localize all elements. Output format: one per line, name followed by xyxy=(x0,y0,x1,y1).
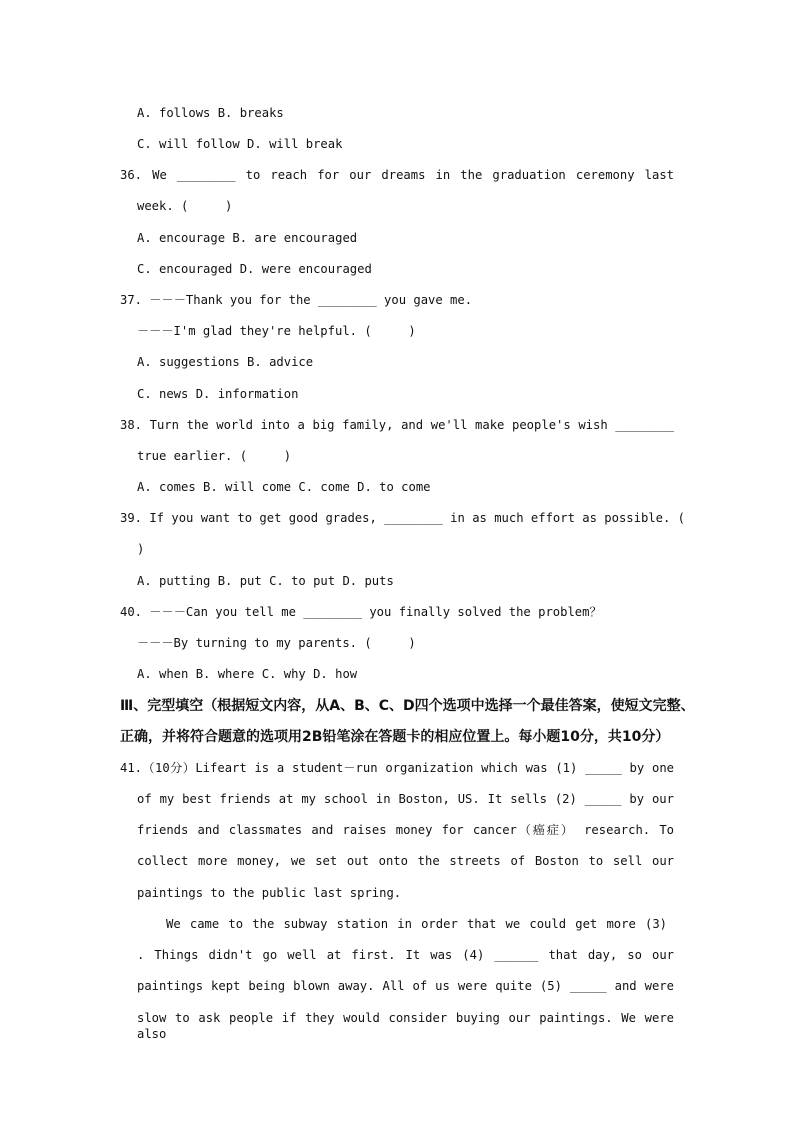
passage-line: We came to the subway station in order that we could get more (3) xyxy=(166,917,667,931)
question-39-cont: ) xyxy=(137,542,145,556)
option-line: A. putting B. put C. to put D. puts xyxy=(137,574,394,588)
passage-line: paintings to the public last spring. xyxy=(137,886,402,900)
passage-line: of my best friends at my school in Boston, US. It sells (2) _____ by our xyxy=(137,792,674,806)
section-heading-cont: 正确，并将符合题意的选项用2B铅笔涂在答题卡的相应位置上。每小题10分，共10分） xyxy=(120,729,670,745)
option-line: A. suggestions B. advice xyxy=(137,355,314,369)
option-line: A. when B. where C. why D. how xyxy=(137,667,358,681)
question-36-cont: week. ( ) xyxy=(137,199,233,213)
question-36: 36. We ________ to reach for our dreams in the graduation ceremony last xyxy=(120,168,674,182)
option-line: C. encouraged D. were encouraged xyxy=(137,262,372,276)
passage-line: collect more money, we set out onto the streets of Boston to sell our xyxy=(137,854,674,868)
section-heading: Ⅲ、完型填空（根据短文内容，从A、B、C、D四个选项中选择一个最佳答案，使短文完整、 xyxy=(120,698,695,714)
question-37: 37. －－－Thank you for the ________ you gave me. xyxy=(120,293,473,307)
question-40: 40. －－－Can you tell me ________ you finally solved the problem？ xyxy=(120,605,602,619)
question-39: 39. If you want to get good grades, ________ in as much effort as possible. ( xyxy=(120,511,685,525)
option-line: A. comes B. will come C. come D. to come xyxy=(137,480,431,494)
question-38: 38. Turn the world into a big family, and we'll make people's wish ________ xyxy=(120,418,674,432)
passage-line: friends and classmates and raises money for cancer（癌症） research. To xyxy=(137,823,674,837)
passage-line: . Things didn't go well at first. It was (4) ______ that day, so our xyxy=(137,948,674,962)
passage-line: slow to ask people if they would consider buying our paintings. We were also xyxy=(137,1011,674,1041)
option-line: A. encourage B. are encouraged xyxy=(137,231,358,245)
passage-line: paintings kept being blown away. All of us were quite (5) _____ and were xyxy=(137,979,674,993)
question-37-cont: －－－I'm glad they're helpful. ( ) xyxy=(137,324,416,338)
question-40-cont: －－－By turning to my parents. ( ) xyxy=(137,636,416,650)
passage-line: 41.（10分）Lifeart is a student－run organization which was (1) _____ by one xyxy=(120,761,674,775)
option-line: A. follows B. breaks xyxy=(137,106,284,120)
question-38-cont: true earlier. ( ) xyxy=(137,449,292,463)
option-line: C. news D. information xyxy=(137,387,299,401)
option-line: C. will follow D. will break xyxy=(137,137,343,151)
